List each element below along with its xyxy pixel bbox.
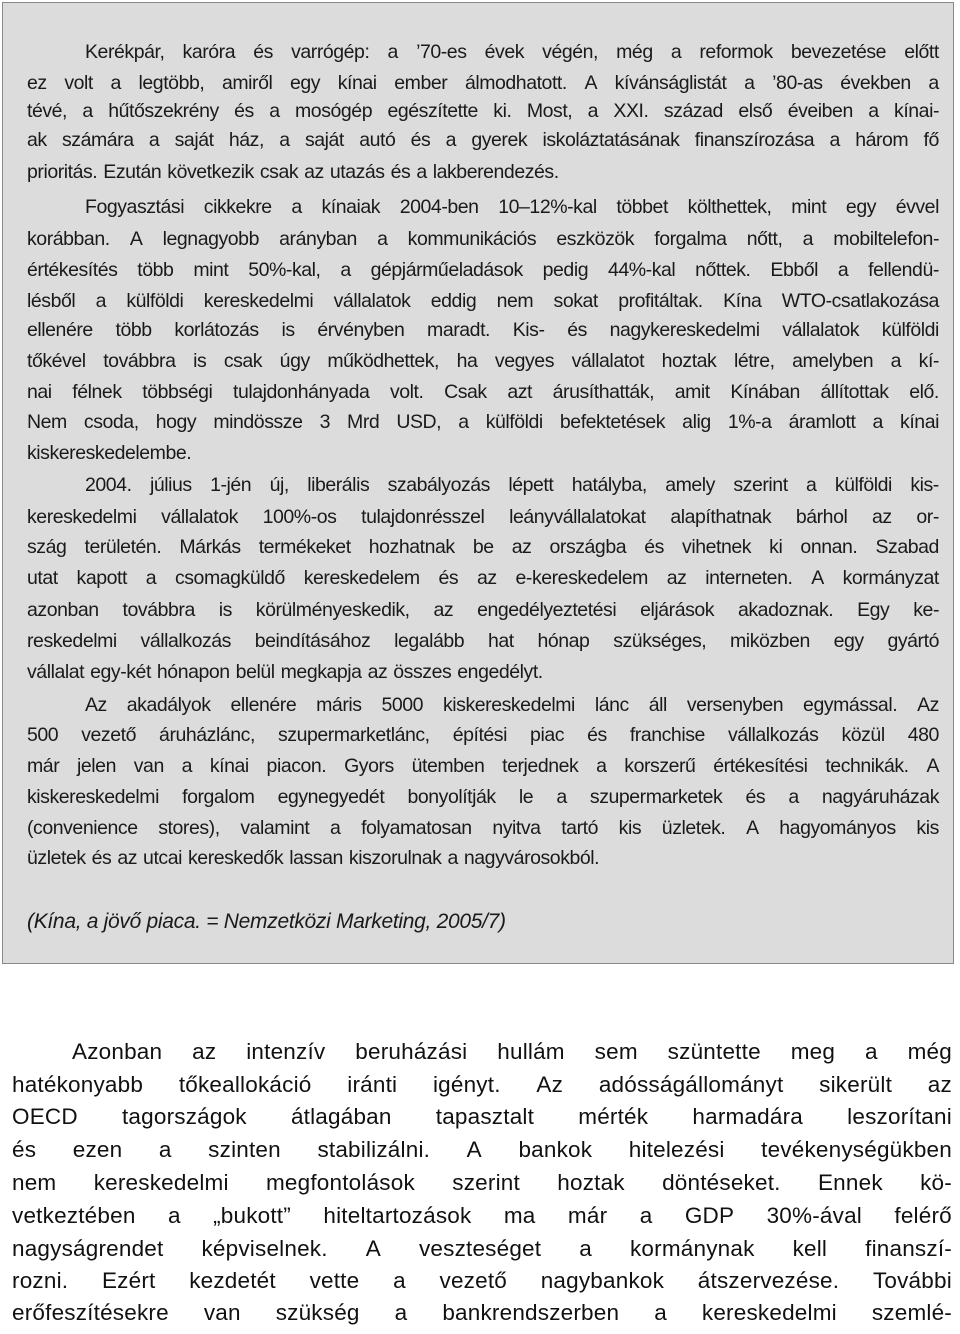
text-line: hatékonyabb tőkeallokáció iránti igényt. Az adósságállományt sikerült az (12, 1072, 952, 1097)
text-line: reskedelmi vállalkozás beindításához legalább hat hónap szükséges, miközben egy gyártó (27, 630, 939, 652)
quote-box (2, 2, 954, 964)
source-citation: (Kína, a jövő piaca. = Nemzetközi Marketing, 2005/7) (27, 910, 506, 933)
text-line: már jelen van a kínai piacon. Gyors ütemben terjednek a korszerű értékesítési technikák. A (27, 755, 939, 777)
text-line: nagyságrendet képviselnek. A veszteséget a kormánynak kell finanszí- (12, 1236, 952, 1261)
text-line: üzletek és az utcai kereskedők lassan kiszorulnak a nagyvárosokból. (27, 847, 600, 869)
text-line: értékesítés több mint 50%-kal, a gépjárműeladások pedig 44%-kal nőttek. Ebből a fellendü- (27, 259, 939, 281)
text-line: nai félnek többségi tulajdonhányada volt. Csak azt árusíthatták, amit Kínában állítottak elő. (27, 381, 939, 403)
text-line: Kerékpár, karóra és varrógép: a ’70-es évek végén, még a reformok bevezetése előtt (85, 41, 939, 63)
text-line: OECD tagországok átlagában tapasztalt mérték harmadára leszorítani (12, 1104, 952, 1129)
text-line: lésből a külföldi kereskedelmi vállalatok eddig nem sokat profitáltak. Kína WTO-csatlakozása (27, 290, 939, 312)
text-line: erőfeszítésekre van szükség a bankrendszerben a kereskedelmi szemlé- (12, 1300, 952, 1325)
text-line: és ezen a szinten stabilizálni. A bankok hitelezési tevékenységükben (12, 1137, 952, 1162)
text-line: vállalat egy-két hónapon belül megkapja az összes engedélyt. (27, 661, 543, 683)
text-line: utat kapott a csomagküldő kereskedelem és az e-kereskedelem az interneten. A kormányzat (27, 567, 939, 589)
text-line: (convenience stores), valamint a folyamatosan nyitva tartó kis üzletek. A hagyományos kis (27, 817, 939, 839)
text-line: kiskereskedelembe. (27, 442, 192, 464)
text-line: kiskereskedelmi forgalom egynegyedét bonyolítják le a szupermarketek és a nagyáruházak (27, 786, 939, 808)
text-line: korábban. A legnagyobb arányban a kommunikációs eszközök forgalma nőtt, a mobiltelefon- (27, 228, 939, 250)
text-line: rozni. Ezért kezdetét vette a vezető nagybankok átszervezése. További (12, 1268, 952, 1293)
text-line: tévé, a hűtőszekrény és a mosógép egészítette ki. Most, a XXI. század első éveiben a kínai- (27, 100, 939, 122)
text-line: ez volt a legtöbb, amiről egy kínai ember álmodhatott. A kívánságlistát a ’80-as években a (27, 72, 939, 94)
text-line: Azonban az intenzív beruházási hullám sem szüntette meg a még (72, 1039, 952, 1064)
text-line: nem kereskedelmi megfontolások szerint hoztak döntéseket. Ennek kö- (12, 1170, 952, 1195)
text-line: azonban továbbra is körülményeskedik, az engedélyeztetési eljárások akadoznak. Egy ke- (27, 599, 939, 621)
text-line: Az akadályok ellenére máris 5000 kiskereskedelmi lánc áll versenyben egymással. Az (85, 694, 939, 716)
text-line: Fogyasztási cikkekre a kínaiak 2004-ben 10–12%-kal többet költhettek, mint egy évvel (85, 196, 939, 218)
text-line: 500 vezető áruházlánc, szupermarketlánc, építési piac és franchise vállalkozás közül 480 (27, 724, 939, 746)
text-line: szág területén. Márkás termékeket hozhatnak be az országba és vihetnek ki onnan. Szabad (27, 536, 939, 558)
text-line: 2004. július 1-jén új, liberális szabályozás lépett hatályba, amely szerint a külföldi kis- (85, 474, 939, 496)
text-line: tőkével továbbra is csak úgy működhettek, ha vegyes vállalatot hoztak létre, amelyben a kí- (27, 350, 939, 372)
text-line: vetkeztében a „bukott” hiteltartozások ma már a GDP 30%-ával felérő (12, 1203, 952, 1228)
text-line: kereskedelmi vállalatok 100%-os tulajdonrésszel leányvállalatokat alapíthatnak bárhol az or- (27, 506, 939, 528)
text-line: Nem csoda, hogy mindössze 3 Mrd USD, a külföldi befektetések alig 1%-a áramlott a kínai (27, 411, 939, 433)
text-line: ellenére több korlátozás is érvényben maradt. Kis- és nagykereskedelmi vállalatok külföldi (27, 319, 939, 341)
text-line: prioritás. Ezután következik csak az utazás és a lakberendezés. (27, 161, 559, 183)
text-line: ak számára a saját ház, a saját autó és a gyerek iskoláztatásának finanszírozása a három fő (27, 129, 939, 151)
